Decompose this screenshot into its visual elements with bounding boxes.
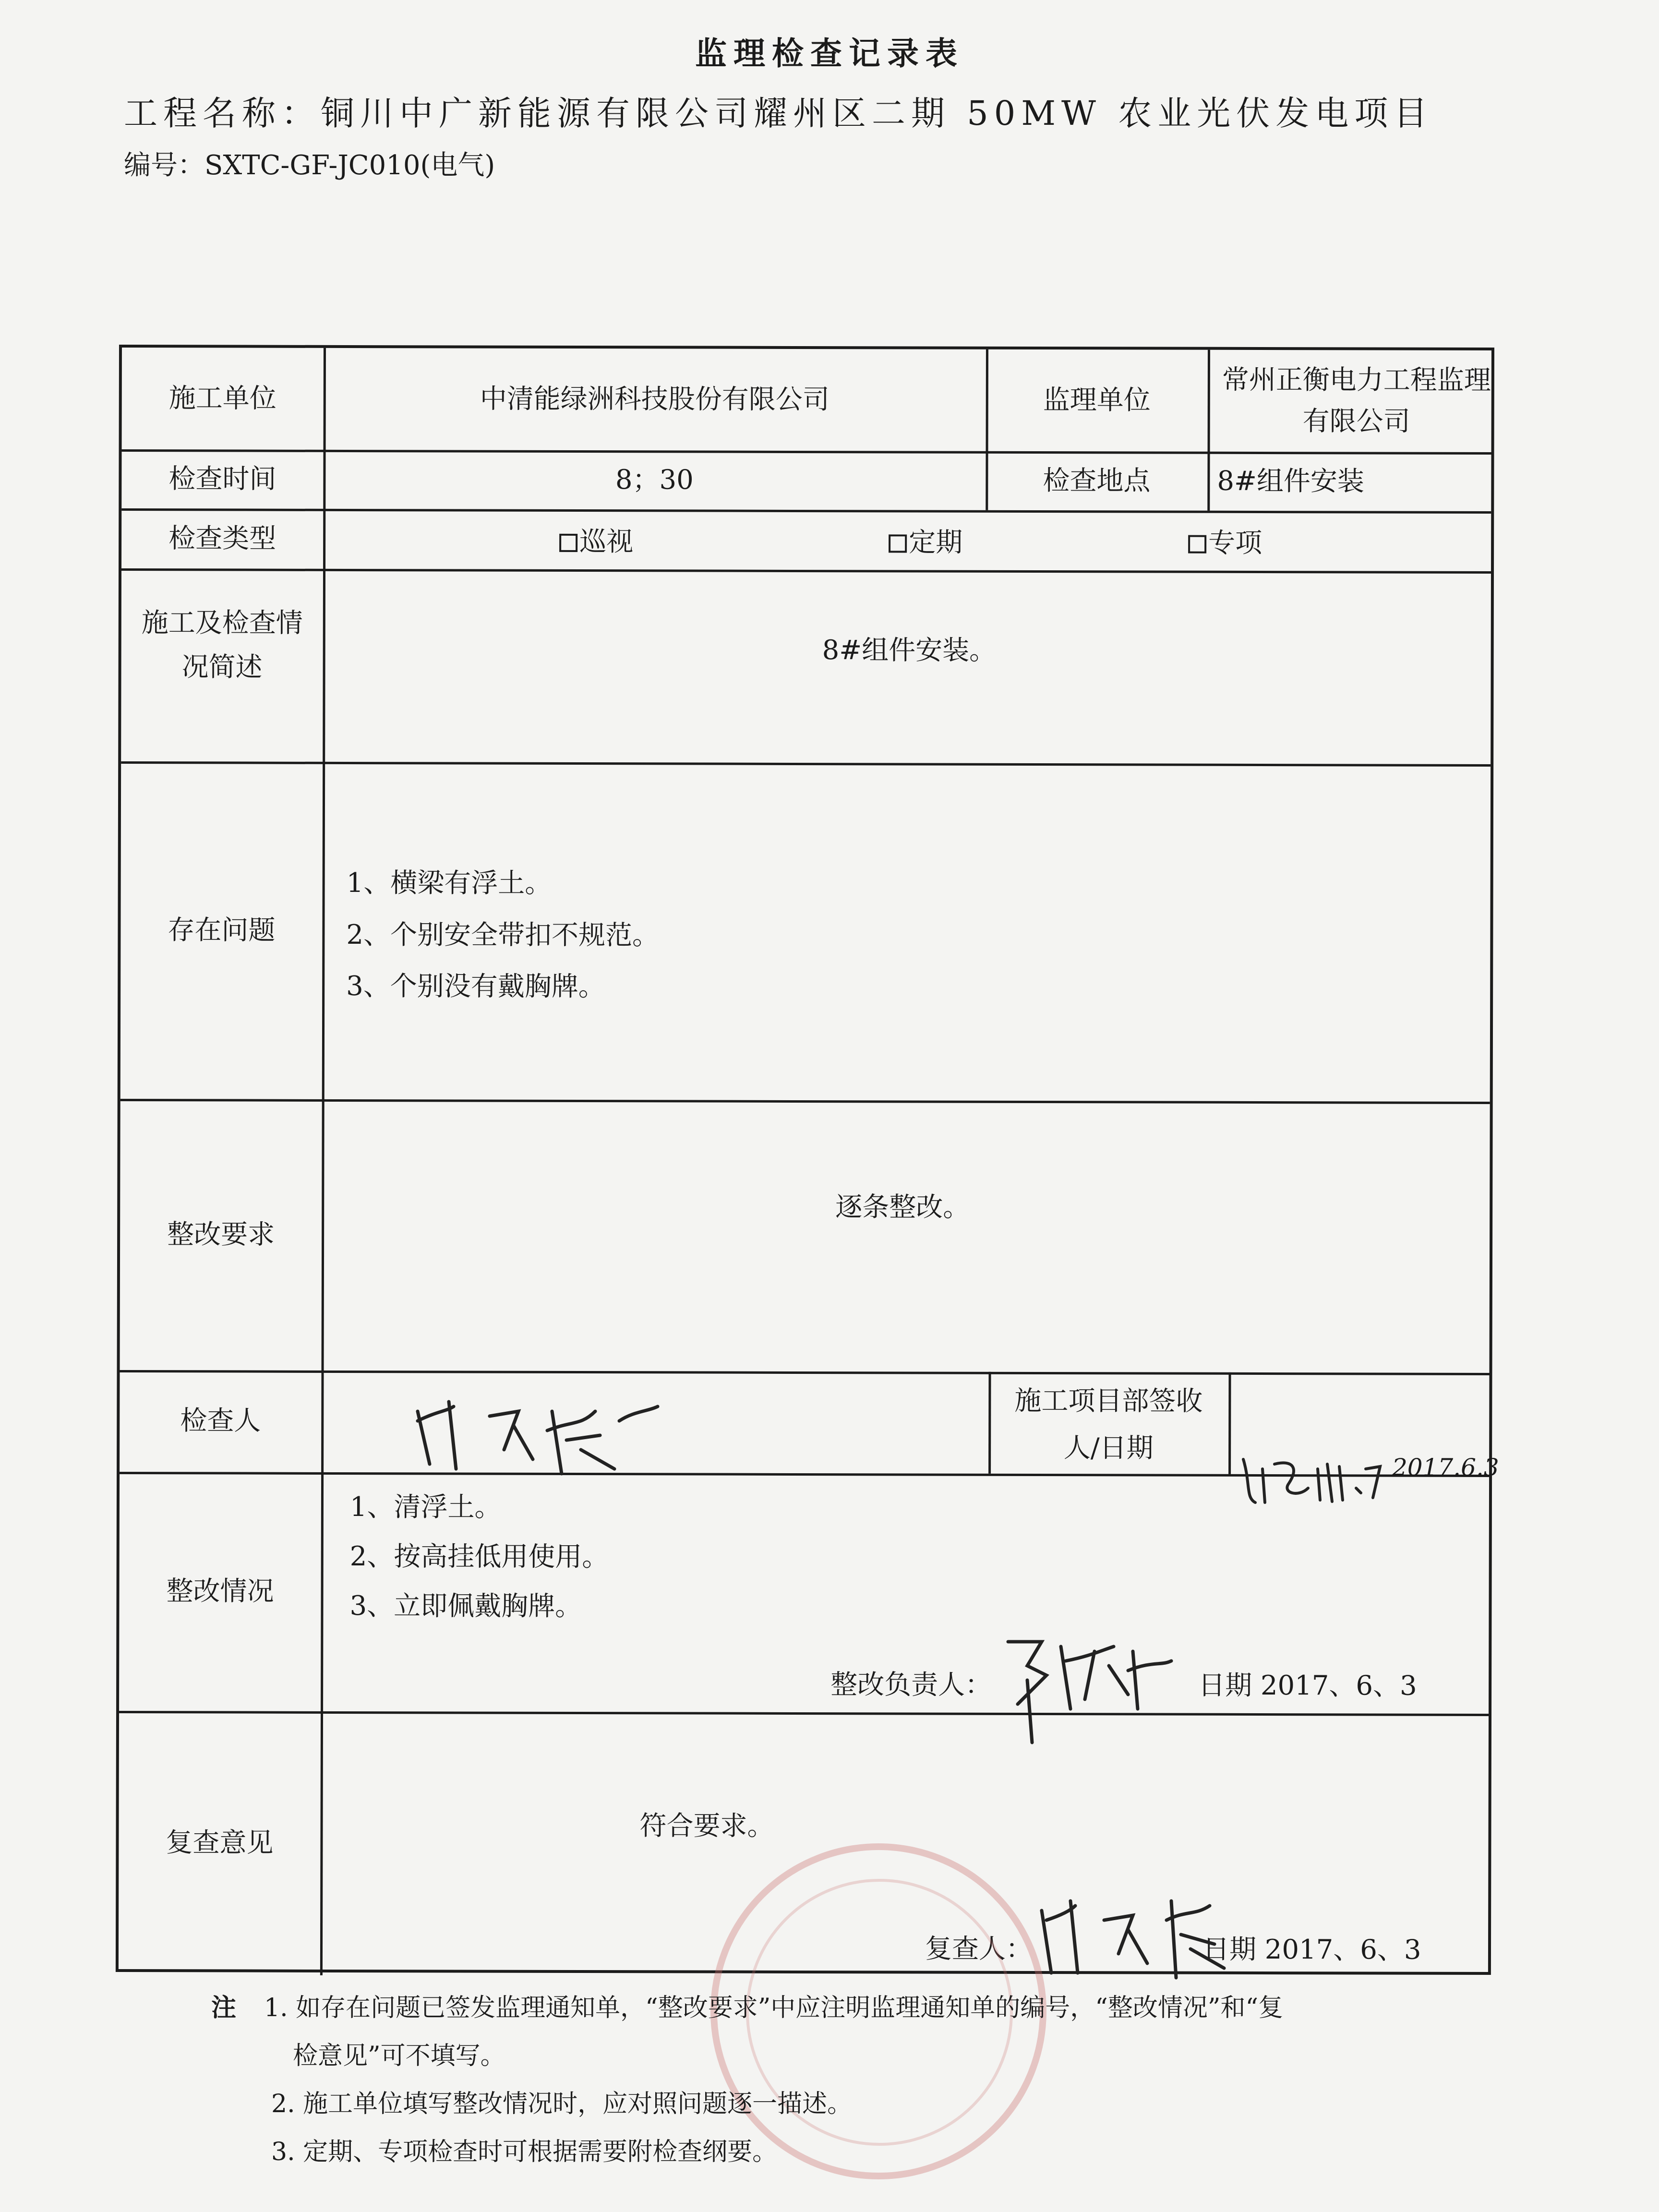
- rect-date: 日期 2017、6、3: [1198, 1670, 1417, 1702]
- rect-person-signature: [998, 1632, 1181, 1749]
- review-date: 日期 2017、6、3: [1202, 1934, 1421, 1966]
- rect-person-label: 整改负责人：: [830, 1669, 992, 1701]
- inspection-table: [116, 345, 1494, 1975]
- check-time-value: 8；30: [615, 464, 694, 496]
- check-place-label: 检查地点: [1043, 465, 1151, 497]
- check-type-special[interactable]: 专项: [1188, 530, 1262, 557]
- requirement-value: 逐条整改。: [835, 1191, 970, 1223]
- document-number: 编号：SXTC-GF-JC010(电气): [124, 150, 495, 181]
- check-time-label: 检查时间: [168, 463, 276, 495]
- form-title: 监理检查记录表: [695, 35, 964, 72]
- requirement-label: 整改要求: [167, 1218, 275, 1250]
- receiver-label: 施工项目部签收人/日期: [1014, 1385, 1203, 1464]
- row-divider: [120, 1370, 1490, 1375]
- problem-item: 2、个别安全带扣不规范。: [346, 919, 660, 951]
- receiver-date: 2017.6.3: [1392, 1454, 1499, 1481]
- notes-label: 注: [211, 1993, 237, 2022]
- problem-item: 3、个别没有戴胸牌。: [346, 970, 605, 1003]
- problem-item: 1、横梁有浮土。: [346, 867, 552, 899]
- rectification-label: 整改情况: [166, 1575, 274, 1607]
- row-divider: [121, 761, 1491, 767]
- column-divider: [1207, 350, 1210, 511]
- note-item: 检意见”可不填写。: [293, 2042, 505, 2070]
- column-divider: [988, 1372, 991, 1474]
- inspector-label: 检查人: [180, 1405, 261, 1437]
- inspector-signature: [408, 1392, 677, 1480]
- construction-unit-label: 施工单位: [168, 383, 276, 414]
- problems-label: 存在问题: [168, 914, 276, 946]
- project-name: 工程名称：铜川中广新能源有限公司耀州区二期 50MW 农业光伏发电项目: [124, 94, 1433, 133]
- checkbox-icon[interactable]: [559, 534, 577, 552]
- summary-label: 施工及检查情况简述: [141, 607, 303, 683]
- supervision-unit-label: 监理单位: [1043, 385, 1151, 416]
- rectification-item: 3、立即佩戴胸牌。: [349, 1590, 582, 1623]
- review-value: 符合要求。: [639, 1810, 774, 1842]
- rectification-item: 1、清浮土。: [349, 1491, 502, 1523]
- check-type-label: 检查类型: [168, 522, 276, 554]
- note-item: 1. 如存在问题已签发监理通知单，“整改要求”中应注明监理通知单的编号，“整改情况”和“复: [264, 1994, 1284, 2022]
- note-item: 2. 施工单位填写整改情况时，应对照问题逐一描述。: [271, 2090, 853, 2118]
- summary-value: 8#组件安装。: [822, 635, 997, 666]
- check-place-value: 8#组件安装: [1217, 465, 1365, 497]
- supervision-unit-value: 常州正衡电力工程监理有限公司: [1222, 364, 1491, 437]
- row-divider: [121, 568, 1491, 574]
- checkbox-icon[interactable]: [1188, 535, 1206, 553]
- construction-unit-value: 中清能绿洲科技股份有限公司: [480, 383, 830, 416]
- note-item: 3. 定期、专项检查时可根据需要附检查纲要。: [271, 2138, 778, 2166]
- checkbox-icon[interactable]: [889, 534, 907, 553]
- receiver-signature: [1236, 1445, 1419, 1509]
- reviewer-signature: [1032, 1891, 1234, 1989]
- check-type-periodic[interactable]: 定期: [889, 529, 962, 556]
- reviewer-label: 复查人：: [925, 1933, 1033, 1965]
- row-divider: [120, 1099, 1490, 1104]
- row-divider: [119, 1711, 1489, 1716]
- check-type-patrol[interactable]: 巡视: [559, 529, 633, 555]
- rectification-item: 2、按高挂低用使用。: [349, 1541, 609, 1573]
- column-divider: [1228, 1372, 1231, 1474]
- review-label: 复查意见: [166, 1827, 274, 1859]
